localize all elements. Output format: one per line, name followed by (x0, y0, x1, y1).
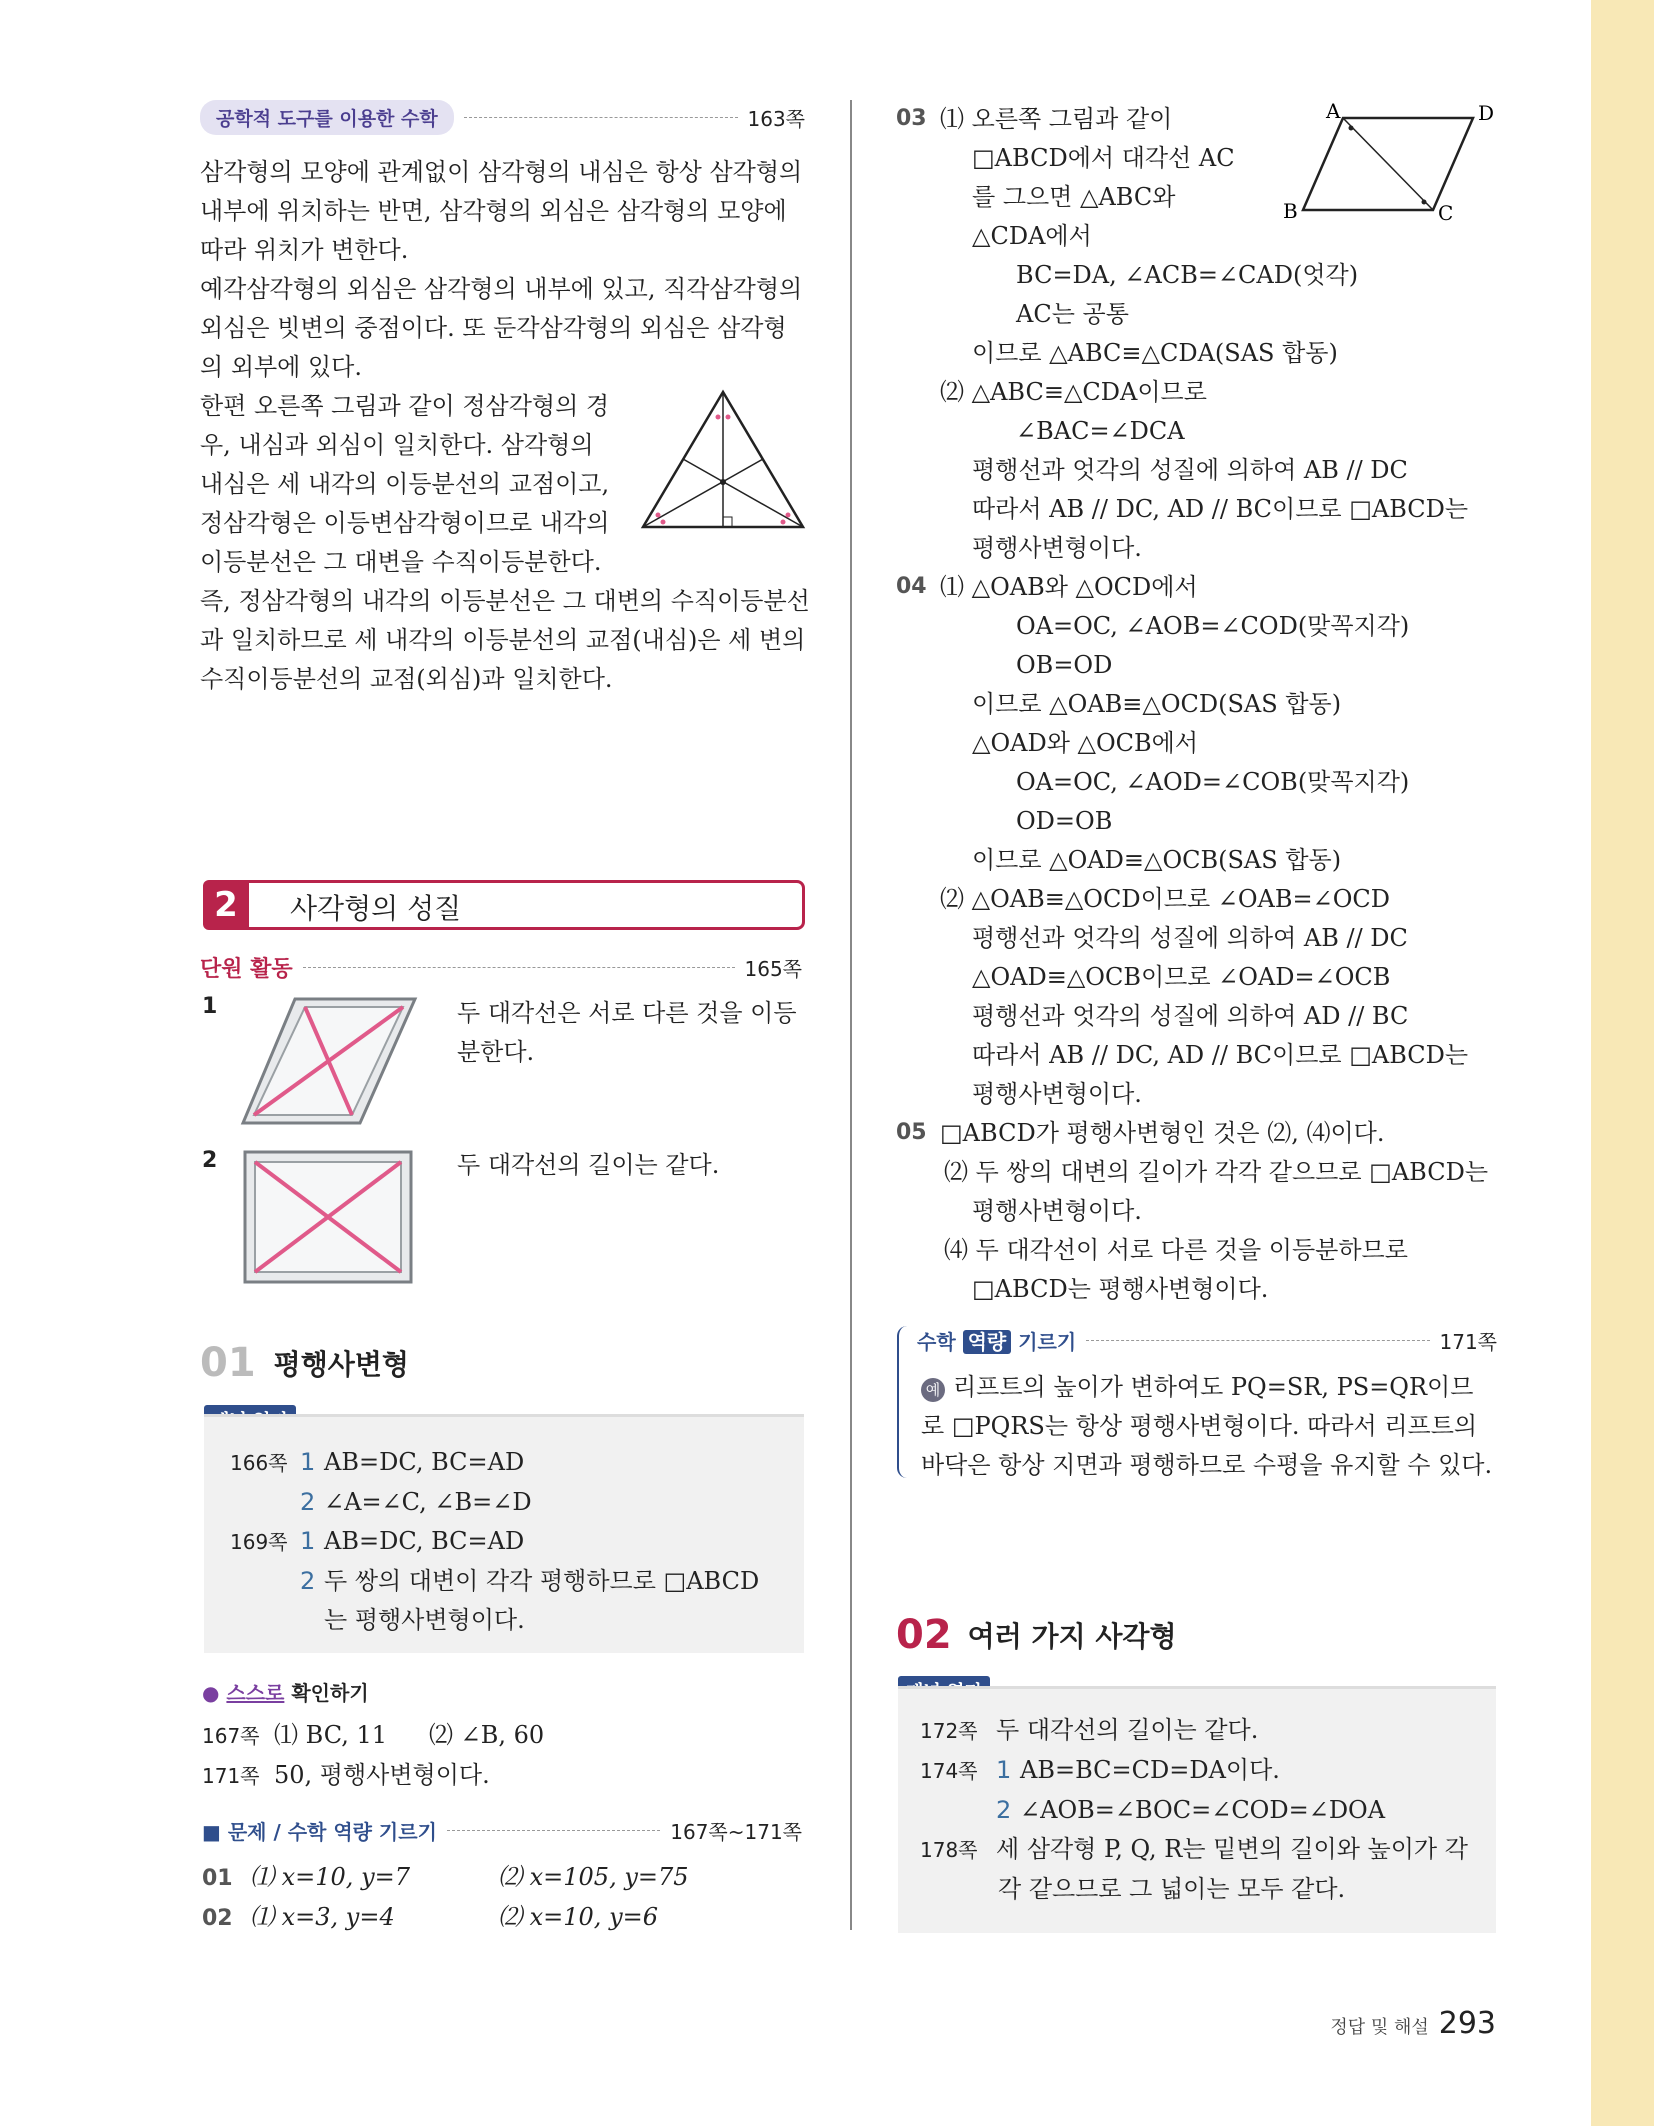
q03-number: 03 (896, 106, 927, 131)
q04-block (896, 568, 1496, 1114)
text-line: □ABCD가 평행사변형인 것은 ⑵, ⑷이다. (940, 1119, 1385, 1147)
text-line: ⑵ 두 쌍의 대변의 길이가 각각 같으므로 □ABCD는 (944, 1158, 1489, 1186)
svg-text:C: C (1438, 201, 1454, 225)
sub2-heading (896, 1612, 1177, 1658)
para1 (200, 153, 805, 387)
footer-label: 정답 및 해설 (1330, 2017, 1429, 2038)
concept-row: 각 같으므로 그 넓이는 모두 같다. (998, 1875, 1346, 1903)
self-check-rows (202, 1716, 544, 1796)
text-line: BC=DA, ∠ACB=∠CAD(엇각) (1016, 261, 1359, 289)
text-line: 한편 오른쪽 그림과 같이 정삼각형의 경 (200, 392, 610, 420)
concept-row: 178쪽 세 삼각형 P, Q, R는 밑변의 길이와 높이가 각 (920, 1835, 1468, 1863)
text-line: △OAD≡△OCB이므로 ∠OAD=∠OCB (972, 963, 1391, 991)
text-line: 따라서 AB // DC, AD // BC이므로 □ABCD는 (972, 1041, 1469, 1069)
answer-row: 02 ⑴ x=3, y=4 ⑵ x=10, y=6 (202, 1903, 659, 1931)
concept-row: 2 ∠AOB=∠BOC=∠COD=∠DOA (996, 1796, 1386, 1824)
para3 (200, 582, 810, 699)
text-line: 삼각형의 모양에 관계없이 삼각형의 내심은 항상 삼각형의 (200, 158, 803, 186)
tool-badge: 공학적 도구를 이용한 수학 (200, 100, 454, 135)
answer-row: 01 ⑴ x=10, y=7 ⑵ x=105, y=75 (202, 1863, 689, 1891)
text-line: 평행선과 엇각의 성질에 의하여 AD // BC (972, 1002, 1409, 1030)
equilateral-triangle-figure (638, 387, 808, 537)
text-line: OD=OB (1016, 807, 1113, 835)
section-heading (203, 880, 805, 930)
activity-2-number: 2 (202, 1148, 218, 1173)
text-line: ⑴ △OAB와 △OCD에서 (940, 573, 1198, 601)
text-line: ⑷ 두 대각선이 서로 다른 것을 이등분하므로 (944, 1236, 1408, 1264)
text-line: OB=OD (1016, 651, 1113, 679)
self-row: 167쪽 ⑴ BC, 11 ⑵ ∠B, 60 (202, 1721, 545, 1749)
text-line: 예 리프트의 높이가 변하여도 PQ=SR, PS=QR이므 (921, 1368, 1492, 1407)
sub2-number: 02 (896, 1612, 952, 1658)
text-line: 예각삼각형의 외심은 삼각형의 내부에 있고, 직각삼각형의 (200, 275, 803, 303)
text-line: 이등분선은 그 대변을 수직이등분한다. (200, 548, 602, 576)
self-row: 171쪽 50, 평행사변형이다. (202, 1761, 490, 1789)
text-line: 평행선과 엇각의 성질에 의하여 AB // DC (972, 924, 1408, 952)
q03-block (896, 100, 1496, 568)
text-line: 로 □PQRS는 항상 평행사변형이다. 따라서 리프트의 (921, 1412, 1478, 1440)
text-line: 외심은 빗변의 중점이다. 또 둔각삼각형의 외심은 삼각형 (200, 314, 787, 342)
text-line: △OAD와 △OCB에서 (972, 729, 1199, 757)
para2-block (200, 387, 805, 582)
text-line: 따라서 AB // DC, AD // BC이므로 □ABCD는 (972, 495, 1469, 523)
q04-number: 04 (896, 574, 927, 599)
q05-number: 05 (896, 1120, 927, 1145)
text-line: 수직이등분선의 교점(외심)과 일치한다. (200, 665, 613, 693)
dashed-rule (447, 1830, 660, 1831)
concept-row: 169쪽 1 AB=DC, BC=AD (230, 1527, 525, 1555)
concept-row: 166쪽 1 AB=DC, BC=AD (230, 1448, 525, 1476)
sub2-title: 여러 가지 사각형 (967, 1620, 1177, 1653)
svg-text:B: B (1283, 199, 1298, 223)
text-line: 따라 위치가 변한다. (200, 236, 409, 264)
text-line: 우, 내심과 외심이 일치한다. 삼각형의 (200, 431, 594, 459)
dashed-rule (303, 967, 735, 968)
unit-page: 165쪽 (744, 957, 802, 981)
tool-header (200, 100, 805, 135)
text-line: 내심은 세 내각의 이등분선의 교점이고, (200, 470, 610, 498)
text-line: 이므로 △OAB≡△OCD(SAS 합동) (972, 690, 1342, 718)
activity-1-number: 1 (202, 994, 218, 1019)
text-line: OA=OC, ∠AOD=∠COB(맞꼭지각) (1016, 768, 1410, 796)
text-line: 평행사변형이다. (972, 1197, 1142, 1225)
tool-page: 163쪽 (747, 107, 805, 131)
section-title: 사각형의 성질 (290, 892, 462, 925)
math-competency-box (897, 1326, 1499, 1478)
example-mark: 예 (921, 1378, 945, 1402)
svg-text:A: A (1326, 99, 1341, 123)
rectangle-figure (243, 1150, 413, 1285)
unit-activity-header (200, 952, 802, 983)
concept-row: 2 ∠A=∠C, ∠B=∠D (300, 1488, 532, 1516)
text-line: 정삼각형은 이등변삼각형이므로 내각의 (200, 509, 610, 537)
column-divider (850, 100, 852, 1930)
dashed-rule (464, 117, 738, 118)
self-check-b: 확인하기 (284, 1681, 369, 1705)
right-column (896, 100, 1496, 1309)
concept-row: 는 평행사변형이다. (324, 1606, 525, 1634)
section-number: 2 (203, 880, 249, 930)
parallelogram-abcd-figure (1281, 98, 1501, 228)
text-line: 평행사변형이다. (972, 534, 1142, 562)
answer-rows (202, 1858, 689, 1938)
q05-block (896, 1114, 1496, 1309)
text-line: ⑵ △ABC≡△CDA이므로 (940, 378, 1207, 406)
text-line: 두 대각선은 서로 다른 것을 이등 (457, 999, 797, 1027)
math-comp-page: 171쪽 (1439, 1330, 1497, 1354)
sub1-title: 평행사변형 (273, 1348, 409, 1381)
text-line: 이므로 △OAD≡△OCB(SAS 합동) (972, 846, 1342, 874)
side-strip (1591, 0, 1654, 2126)
parallelogram-figure (240, 996, 420, 1126)
concept-box-2 (898, 1686, 1496, 1933)
text-line: 의 외부에 있다. (200, 353, 362, 381)
text-line: OA=OC, ∠AOB=∠COD(맞꼭지각) (1016, 612, 1410, 640)
self-check-header: ● 스스로 확인하기 (202, 1681, 369, 1705)
activity-1-text (457, 994, 797, 1072)
text-line: △CDA에서 (972, 222, 1092, 250)
text-line: ∠BAC=∠DCA (1016, 417, 1185, 445)
left-column (200, 100, 810, 699)
unit-activity-label: 단원 활동 (200, 957, 293, 982)
math-comp-b: 역량 (963, 1330, 1012, 1354)
concept-box-1 (204, 1414, 804, 1653)
text-line: 내부에 위치하는 반면, 삼각형의 외심은 삼각형의 모양에 (200, 197, 787, 225)
text-line: 를 그으면 △ABC와 (972, 183, 1176, 211)
page-footer (1330, 2006, 1496, 2041)
activity-2-text: 두 대각선의 길이는 같다. (457, 1151, 720, 1179)
text-line: AC는 공통 (1016, 300, 1129, 328)
self-check-a: 스스로 (226, 1681, 285, 1705)
sub1-number: 01 (200, 1340, 256, 1386)
concept-row: 174쪽 1 AB=BC=CD=DA이다. (920, 1756, 1280, 1784)
text-line: □ABCD에서 대각선 AC (972, 144, 1235, 172)
text-line: 즉, 정삼각형의 내각의 이등분선은 그 대변의 수직이등분선 (200, 587, 810, 615)
text-line: ⑴ 오른쪽 그림과 같이 (940, 105, 1173, 133)
sub1-heading (200, 1340, 409, 1386)
problems-page: 167쪽~171쪽 (670, 1820, 802, 1844)
concept-row: 172쪽 두 대각선의 길이는 같다. (920, 1716, 1259, 1744)
text-line: 평행사변형이다. (972, 1080, 1142, 1108)
text-line: 분한다. (457, 1038, 535, 1066)
math-comp-c: 기르기 (1018, 1330, 1077, 1354)
text-line: 과 일치하므로 세 내각의 이등분선의 교점(내심)은 세 변의 (200, 626, 806, 654)
page-number: 293 (1438, 2006, 1496, 2041)
text-line: 이므로 △ABC≡△CDA(SAS 합동) (972, 339, 1338, 367)
text-line: 평행선과 엇각의 성질에 의하여 AB // DC (972, 456, 1408, 484)
text-line: ⑵ △OAB≡△OCD이므로 ∠OAB=∠OCD (940, 885, 1391, 913)
text-line: 바닥은 항상 지면과 평행하므로 수평을 유지할 수 있다. (921, 1451, 1493, 1479)
problems-header: ■ 문제 / 수학 역량 기르기 167쪽~171쪽 (202, 1816, 802, 1845)
dashed-rule (1086, 1340, 1429, 1341)
problems-title: 문제 / 수학 역량 기르기 (227, 1820, 437, 1844)
concept-row: 2 두 쌍의 대변이 각각 평행하므로 □ABCD (300, 1567, 760, 1595)
text-line: □ABCD는 평행사변형이다. (972, 1275, 1269, 1303)
math-comp-a: 수학 (917, 1330, 956, 1354)
svg-text:D: D (1478, 101, 1495, 125)
